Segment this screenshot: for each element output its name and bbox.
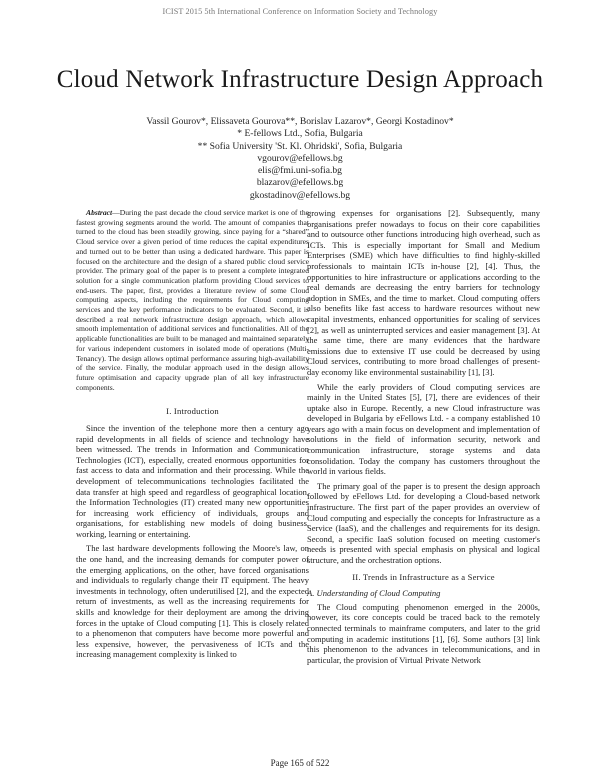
intro-paragraph-2: The last hardware developments following the Moore's law, on the one hand, and the increasing demands for computer power of the emerging applications, on the other, have forced organisations and individuals to regularly change their IT equipment. The heavy investments in technology, often underutilised [2], and the expected return of investments, as well as the increasing requirements for skills and knowledge for their deployment are among the driving forces in the uptake of Cloud computing [1]. This is closely related to a phenomenon that computers have become more powerful and less expensive, however, the pervasiveness of ICTs and the increasing management complexity is linked to <box>76 543 309 660</box>
section-heading-trends: II. Trends in Infrastructure as a Service <box>352 571 495 582</box>
section-heading-introduction: I. Introduction <box>166 406 219 417</box>
abstract-label: Abstract <box>86 208 113 217</box>
page-number: Page 165 of 522 <box>270 758 330 768</box>
affiliation-1: * E-fellows Ltd., Sofia, Bulgaria <box>237 128 363 140</box>
intro-paragraph-1: Since the invention of the telephone more then a century ago rapid developments in all fields of science and technology have been witnessed. The trends in Information and Communication Technologies (ICT), especially, created enormous opportunities for fast access to data and information and their processing. While the development of telecommunications technologies facilitated the data transfer at high speed and regardless of geographical location, the Information Technologies (IT) created many new opportunities for increasing work efficiency of individuals, groups and organisations, for establishing new models of doing business, working, learning or entertaining. <box>76 422 309 539</box>
left-column <box>76 208 309 664</box>
email-2: elis@fmi.uni-sofia.bg <box>258 165 342 177</box>
author-block <box>0 116 600 202</box>
authors-line: Vassil Gourov*, Elissaveta Gourova**, Borislav Lazarov*, Georgi Kostadinov* <box>146 116 454 127</box>
paper-title: Cloud Network Infrastructure Design Approach <box>56 66 544 93</box>
email-4: gkostadinov@efellows.bg <box>249 189 351 201</box>
abstract <box>76 208 309 392</box>
right-paragraph-2: While the early providers of Cloud computing services are mainly in the United States [5], [7], there are evidences of their uptake also in Europe. Recently, a new Cloud infrastructure was developed in Bulgaria by eFellows Ltd. - a company established 10 years ago with a main focus on development and implementation of solutions in the field of information security, network and communication infrastructure, storage systems and data consolidation. Today the company has customers throughout the world in various fields. <box>307 381 540 477</box>
right-paragraph-4: The Cloud computing phenomenon emerged in the 2000s, however, its core concepts could be traced back to the remotely connected terminals to mainframe computers, and later to the grid computing in academic institutions [1], [6]. Some authors [3] link this phenomenon to the advances in telecommunications, and in particular, the provision of Virtual Private Network <box>307 601 540 665</box>
subsection-heading-cloud-computing: A. Understanding of Cloud Computing <box>307 588 441 599</box>
conference-header: ICIST 2015 5th International Conference on Information Society and Technology <box>162 7 438 16</box>
affiliation-2: ** Sofia University 'St. Kl. Ohridski', Sofia, Bulgaria <box>197 140 403 152</box>
email-1: vgourov@efellows.bg <box>257 152 343 164</box>
abstract-text: —During the past decade the cloud service market is one of the fastest growing segments around the world. The amount of companies that turned to the cloud has been steadily growing, since paying for a “shared” Cloud service over a given period of time reduces the capital expenditures and turned out to be better than using a dedicated hardware. This paper is focused on the architecture and the design of a shared public cloud service provider. The primary goal of the paper is to present a complete integrated solution for a single communication platform providing Cloud services to end-users. The paper, first, provides a literature review of some Cloud computing aspects, including the requirements for Cloud computing services and the key performance indicators to be evaluated. Second, it is described a real network infrastructure design approach, which allows smooth implementation of additional services and functionalities. All of the applicable functionalities are built to be managed and maintained separately for various independent customers in isolated mode of operations (Multi-Tenancy). The design allows optimal performance assuring high-availability of the service. Finally, the modular approach used in the design allows future optimisation and capacity upgrade plan of all key infrastructure components. <box>76 208 309 392</box>
right-paragraph-3: The primary goal of the paper is to present the design approach followed by eFellows Ltd. for developing a Cloud-based network infrastructure. The first part of the paper provides an overview of Cloud computing and especially the concepts for Infrastructure as a Service (IaaS), and the challenges and requirements for its design. Second, a specific IaaS solution focused on meeting customer's needs is presented with special emphasis on physical and logical structure, and the orchestration options. <box>307 480 540 565</box>
email-3: blazarov@efellows.bg <box>256 177 344 189</box>
right-paragraph-1: growing expenses for organisations [2]. Subsequently, many organisations prefer nowadays to focus on their core capabilities and to outsource other functions introducing high overhead, such as ICTs. This is especially important for Small and Medium Enterprises (SME) which have difficulties to find highly-skilled professionals to maintain ICTs in-house [2], [4]. Thus, the opportunities to hire infrastructure or applications according to the real demands are decreasing the entry barriers for technology adoption in SMEs, and the time to market. Cloud computing offers also benefits like fast access to hardware resources without new capital investments, enhanced opportunities for scaling of services [2], as well as uninterrupted services and easier management [3]. At the same time, there are many evidences that the hardware emissions due to extensive IT use could be decreased by using Cloud services, contributing to more broad challenges of present-day economy like environmental sustainability [1], [3]. <box>307 208 540 377</box>
right-column <box>307 208 540 669</box>
